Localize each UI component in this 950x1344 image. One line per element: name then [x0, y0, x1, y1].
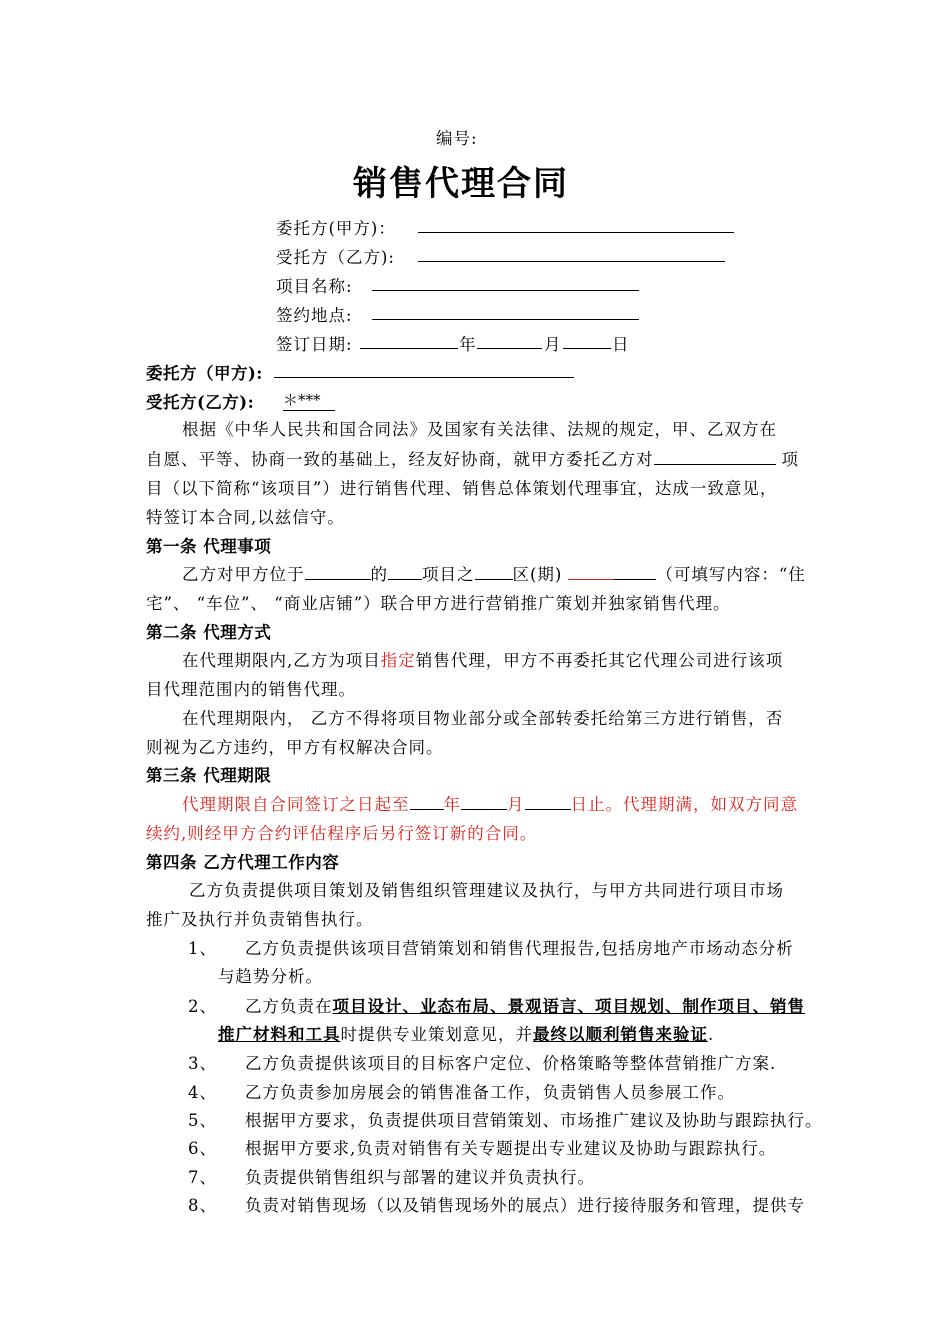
article-1-heading: 第一条 代理事项	[146, 537, 272, 556]
article-1-line-1: 乙方对甲方位于 的 项目之 区(期) （可填写内容：“住	[182, 565, 806, 584]
article-2-designated-text: 指定	[380, 651, 416, 670]
item-1-line-2: 与趋势分析。	[218, 967, 323, 986]
item-3-number: 3、	[188, 1054, 217, 1073]
document-title: 销售代理合同	[353, 164, 569, 204]
item-2-line-2: 推广材料和工具时提供专业策划意见，并最终以顺利销售来验证.	[218, 1025, 715, 1044]
cover-principal-label: 委托方(甲方)：	[276, 219, 396, 238]
article-2-para-1-line-2: 目代理范围内的销售代理。	[146, 680, 356, 699]
cover-day-blank[interactable]	[563, 348, 611, 349]
article-1-location-blank[interactable]	[305, 563, 371, 580]
preamble-project-blank[interactable]	[654, 448, 776, 465]
article-2-para-2-line-1: 在代理期限内， 乙方不得将项目物业部分或全部转委托给第三方进行销售，否	[182, 709, 784, 728]
preamble-line-4: 特签订本合同,以兹信守。	[146, 508, 345, 527]
cover-sign-place-label: 签约地点:	[276, 306, 353, 325]
article-1-line-2: 宅”、 “车位”、 “商业店铺”）联合甲方进行营销推广策划并独家销售代理。	[146, 594, 731, 613]
cover-year-blank[interactable]	[360, 348, 458, 349]
article-3-line-1: 代理期限自合同签订之日起至 年 月 日止。代理期满，如双方同意	[182, 795, 798, 814]
cover-sign-date-label: 签订日期:	[276, 335, 353, 354]
item-2-line-1: 乙方负责在项目设计、业态布局、景观语言、项目规划、制作项目、销售	[245, 997, 805, 1016]
cover-sign-place-blank[interactable]	[372, 319, 639, 320]
cover-month-blank[interactable]	[477, 348, 542, 349]
parties-principal-label: 委托方（甲方):	[146, 364, 263, 383]
item-5-line-1: 根据甲方要求，负责提供项目营销策划、市场推广建议及协助与跟踪执行。	[245, 1111, 823, 1130]
document-number-label: 编号:	[436, 129, 478, 148]
item-1-line-1: 乙方负责提供该项目营销策划和销售代理报告,包括房地产市场动态分析	[245, 939, 794, 958]
article-3-year-blank[interactable]	[410, 793, 444, 810]
article-1-content-blank-red[interactable]	[568, 563, 614, 580]
cover-agent-blank[interactable]	[418, 261, 725, 262]
item-8-number: 8、	[188, 1196, 217, 1215]
article-2-para-2-line-2: 则视为乙方违约，甲方有权解决合同。	[146, 738, 444, 757]
article-4-intro-line-2: 推广及执行并负责销售执行。	[146, 910, 374, 929]
article-4-heading: 第四条 乙方代理工作内容	[146, 853, 340, 872]
item-7-line-1: 负责提供销售组织与部署的建议并负责执行。	[245, 1168, 595, 1187]
item-4-number: 4、	[188, 1083, 217, 1102]
article-3-month-blank[interactable]	[461, 793, 507, 810]
parties-agent-label: 受托方(乙方):	[146, 393, 255, 412]
cover-year-label: 年	[459, 335, 477, 354]
article-2-heading: 第二条 代理方式	[146, 623, 272, 642]
article-3-heading: 第三条 代理期限	[146, 766, 272, 785]
item-1-number: 1、	[188, 939, 217, 958]
item-5-number: 5、	[188, 1111, 217, 1130]
item-3-line-1: 乙方负责提供该项目的目标客户定位、价格策略等整体营销推广方案.	[245, 1054, 777, 1073]
article-4-intro-line-1: 乙方负责提供项目策划及销售组织管理建议及执行，与甲方共同进行项目市场	[189, 881, 784, 900]
item-6-number: 6、	[188, 1139, 217, 1158]
parties-agent-value: ＊***	[283, 389, 335, 411]
cover-month-label: 月	[544, 335, 562, 354]
cover-project-name-blank[interactable]	[372, 290, 639, 291]
article-3-line-2: 续约,则经甲方合约评估程序后另行签订新的合同。	[146, 824, 538, 843]
preamble-line-3: 目（以下简称“该项目”）进行销售代理、销售总体策划代理事宜，达成一致意见，	[146, 479, 778, 498]
article-1-project-blank[interactable]	[388, 563, 422, 580]
parties-principal-blank[interactable]	[274, 377, 574, 378]
item-8-line-1: 负责对销售现场（以及销售现场外的展点）进行接待服务和管理，提供专	[245, 1196, 805, 1215]
cover-project-name-label: 项目名称:	[276, 277, 353, 296]
item-7-number: 7、	[188, 1168, 217, 1187]
article-1-content-blank[interactable]	[614, 563, 656, 580]
cover-agent-label: 受托方（乙方):	[276, 248, 395, 267]
cover-day-label: 日	[612, 335, 630, 354]
item-6-line-1: 根据甲方要求,负责对销售有关专题提出专业建议及协助与跟踪执行。	[245, 1139, 777, 1158]
article-1-zone-blank[interactable]	[475, 563, 513, 580]
article-3-day-blank[interactable]	[525, 793, 571, 810]
item-4-line-1: 乙方负责参加房展会的销售准备工作，负责销售人员参展工作。	[245, 1083, 735, 1102]
cover-principal-blank[interactable]	[418, 232, 734, 233]
preamble-line-1: 根据《中华人民共和国合同法》及国家有关法律、法规的规定，甲、乙双方在	[182, 420, 777, 439]
article-2-para-1-line-1: 在代理期限内,乙方为项目指定销售代理，甲方不再委托其它代理公司进行该项	[182, 651, 784, 670]
item-2-number: 2、	[188, 997, 217, 1016]
preamble-line-2: 自愿、平等、协商一致的基础上，经友好协商，就甲方委托乙方对 项	[146, 450, 799, 469]
